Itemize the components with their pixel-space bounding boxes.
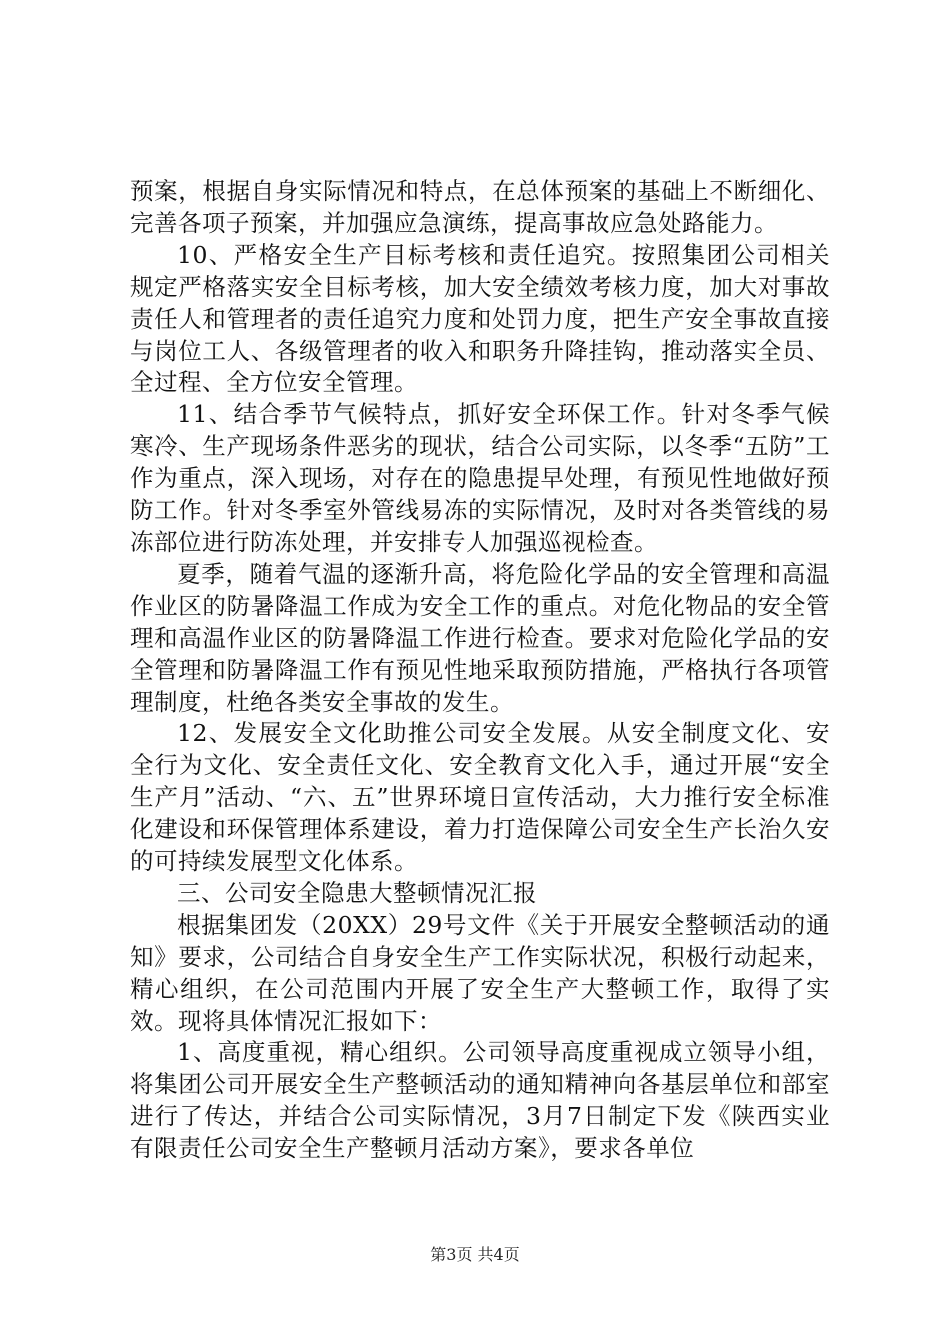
paragraph-item-10: 10、严格安全生产目标考核和责任追究。按照集团公司相关规定严格落实安全目标考核，加大安全绩效考核力度，加大对事故责任人和管理者的责任追究力度和处罚力度，把生产安全事故直接与岗位工人、各级管理者的收入和职务升降挂钩，推动落实全员、全过程、全方位安全管理。 [130,240,830,397]
paragraph-rectification-intro: 根据集团发（20XX）29号文件《关于开展安全整顿活动的通知》要求，公司结合自身安全生产工作实际状况，积极行动起来，精心组织，在公司范围内开展了安全生产大整顿工作，取得了实效。现将具体情况汇报如下： [130,910,830,1035]
paragraph-rectification-1: 1、高度重视，精心组织。公司领导高度重视成立领导小组，将集团公司开展安全生产整顿活动的通知精神向各基层单位和部室进行了传达，并结合公司实际情况，3月7日制定下发《陕西实业有限责任公司安全生产整顿月活动方案》，要求各单位 [130,1038,830,1163]
page-number-footer: 第3页 共4页 [430,1245,520,1264]
paragraph-item-11: 11、结合季节气候特点，抓好安全环保工作。针对冬季气候寒冷、生产现场条件恶劣的现状，结合公司实际，以冬季“五防”工作为重点，深入现场，对存在的隐患提早处理，有预见性地做好预防工作。针对冬季室外管线易冻的实际情况，及时对各类管线的易冻部位进行防冻处理，并安排专人加强巡视检查。 [130,400,830,556]
paragraph-summer: 夏季，随着气温的逐渐升高，将危险化学品的安全管理和高温作业区的防暑降温工作成为安全工作的重点。对危化物品的安全管理和高温作业区的防暑降温工作进行检查。要求对危险化学品的安全管理和防暑降温工作有预见性地采取预防措施，严格执行各项管理制度，杜绝各类安全事故的发生。 [130,559,830,716]
document-body [130,176,830,1165]
paragraph-item-12: 12、发展安全文化助推公司安全发展。从安全制度文化、安全行为文化、安全责任文化、安全教育文化入手，通过开展“安全生产月”活动、“六、五”世界环境日宣传活动，大力推行安全标准化建设和环保管理体系建设，着力打造保障公司安全生产长治久安的可持续发展型文化体系。 [130,719,830,876]
section-heading-3: 三、公司安全隐患大整顿情况汇报 [177,878,537,907]
paragraph-continuation: 预案，根据自身实际情况和特点，在总体预案的基础上不断细化、完善各项子预案，并加强应急演练，提高事故应急处路能力。 [130,177,830,237]
